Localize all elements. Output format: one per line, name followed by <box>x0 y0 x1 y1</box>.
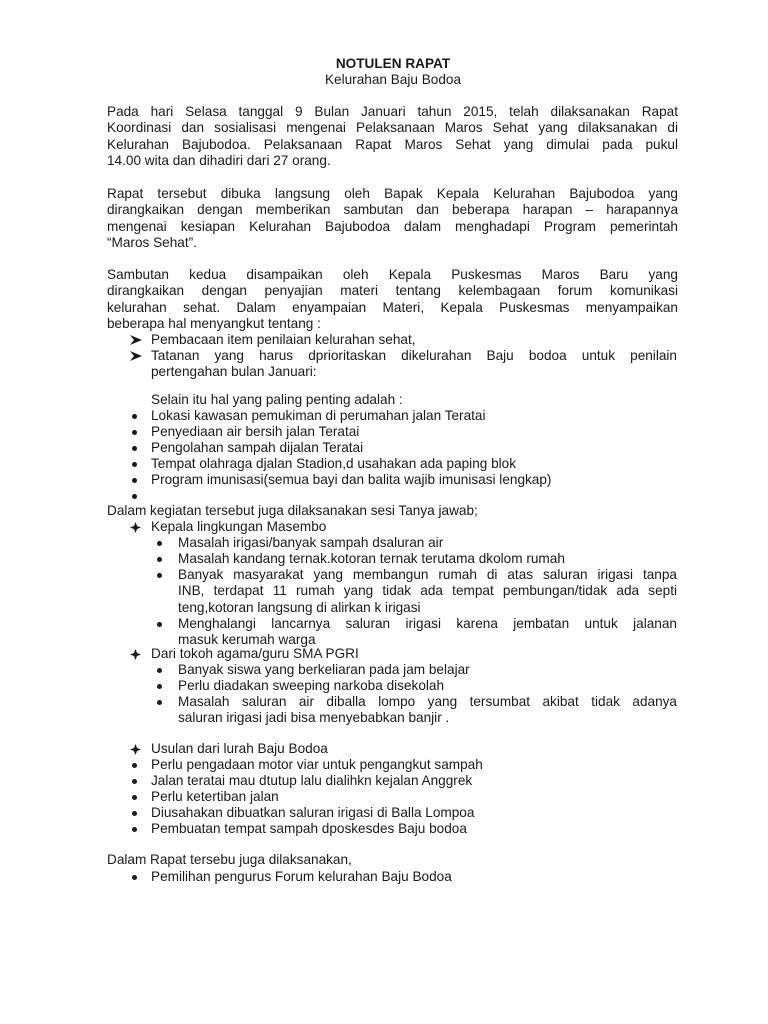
bullet-icon <box>132 875 137 880</box>
qa-intro: Dalam kegiatan tersebut juga dilaksanakan sesi Tanya jawab; <box>107 503 478 518</box>
bullet-icon <box>132 811 137 816</box>
bullet-icon <box>157 557 162 562</box>
closing-intro: Dalam Rapat tersebu juga dilaksanakan, <box>107 852 352 867</box>
bullet-icon <box>132 462 137 467</box>
bullet-icon <box>157 622 162 627</box>
bullet-icon <box>157 684 162 689</box>
bullet-icon <box>157 573 162 578</box>
doc-subtitle: Kelurahan Baju Bodoa <box>324 72 462 87</box>
bullet-icon <box>132 795 137 800</box>
bullet-icon <box>132 827 137 832</box>
bullet-icon <box>157 541 162 546</box>
bullet-icon <box>132 414 137 419</box>
arrowhead-bullet-icon <box>130 335 142 345</box>
diamond-bullet-icon <box>130 522 141 533</box>
bullet-icon <box>132 446 137 451</box>
bullet-icon <box>132 494 137 499</box>
subheading-selain: Selain itu hal yang paling penting adalah : <box>151 392 403 407</box>
bullet-icon <box>132 763 137 768</box>
bullet-icon <box>132 478 137 483</box>
bullet-icon <box>157 700 162 705</box>
paragraph-opening: Pada hari Selasa tanggal 9 Bulan Januari tahun 2015, telah dilaksanakan Rapat Koordinasi dan sosialisasi mengenai Pelaksanaan Maros Sehat yang dilaksanakan di Kelurahan Bajubodoa. Pelaksanaan Rapat Maros Sehat yang dimulai pada pukul 14.00 wita dan dihadiri dari 27 orang. <box>107 104 678 169</box>
paragraph-opening-speech: Rapat tersebut dibuka langsung oleh Bapak Kepala Kelurahan Bajubodoa yang dirangkaikan dengan memberikan sambutan dan beberapa harapan – harapannya mengenai kesiapan Kelurahan Bajubodoa dalam menghadapi Program pemerintah “Maros Sehat”. <box>107 186 678 251</box>
diamond-bullet-icon <box>130 649 141 660</box>
bullet-icon <box>157 668 162 673</box>
document-page: NOTULEN RAPAT Kelurahan Baju Bodoa Pada hari Selasa tanggal 9 Bulan Januari tahun 2015, telah dilaksanakan Rapat Koordinasi dan sosialisasi mengenai Pelaksanaan Maros Sehat yang dilaksanakan di Kelurahan Bajubodoa. Pelaksanaan Rapat Maros Sehat yang dimulai pada pukul 14.00 wita dan dihadiri dari 27 orang. Rapat tersebut dibuka langsung oleh Bapak Kepala Kelurahan Bajubodoa yang dirangkaikan dengan memberikan sambutan dan beberapa harapan – harapannya mengenai kesiapan Kelurahan Bajubodoa dalam menghadapi Program pemerintah “Maros Sehat”. Sambutan kedua disampaikan oleh Kepala Puskesmas Maros Baru yang dirangkaikan dengan penyajian materi tentang kelembagaan forum komunikasi kelurahan sehat. Dalam enyampaian Materi, Kepala Puskesmas menyampaikan beberapa hal menyangkut tentang : Pembacaan item penilaian kelurahan sehat, Tatanan yang harus dprioritaskan dikelurahan Baju bodoa untuk penilain pertengahan bulan Januari: Selain itu hal yang paling penting adalah : Lokasi kawasan pemukiman di perumahan jalan Teratai Penyediaan air bersih jalan Teratai Pengolahan sampah dijalan Teratai Tempat olahraga djalan Stadion,d usahakan ada paping blok Program imunisasi(semua bayi dan balita wajib imunisasi lengkap) Dalam kegiatan tersebut juga dilaksanakan sesi Tanya jawab; Kepala lingkungan Masembo Masalah irigasi/banyak sampah dsaluran air Masalah kandang ternak.kotoran ternak terutama dkolom rumah Banyak masyarakat yang membangun rumah di atas saluran irigasi tanpa INB, terdapat 11 rumah yang tidak ada tempat pembungan/tidak ada septi teng,kotoran langsung di alirkan k irigasi Menghalangi lancarnya saluran irigasi karena jembatan untuk jalanan masuk kerumah warga Dari tokoh agama/guru SMA PGRI Banyak siswa yang berkeliaran pada jam belajar Perlu diadakan sweeping narkoba disekolah Masalah saluran air diballa lompo yang tersumbat akibat tidak adanya saluran irigasi jadi bisa menyebabkan banjir . Usulan dari lurah Baju Bodoa Perlu pengadaan motor viar untuk pengangkut sampah Jalan teratai mau dtutup lalu dialihkn kejalan Anggrek Perlu ketertiban jalan Diusahakan dibuatkan saluran irigasi di Balla Lompoa Pembuatan tempat sampah dposkesdes Baju bodoa Dalam Rapat tersebu juga dilaksanakan, Pemilihan pengurus Forum kelurahan Baju Bodoa <box>0 0 768 1024</box>
arrowhead-bullet-icon <box>130 351 142 361</box>
doc-title: NOTULEN RAPAT <box>335 56 451 71</box>
diamond-bullet-icon <box>130 744 141 755</box>
paragraph-second-speech: Sambutan kedua disampaikan oleh Kepala Puskesmas Maros Baru yang dirangkaikan dengan penyajian materi tentang kelembagaan forum komunikasi kelurahan sehat. Dalam enyampaian Materi, Kepala Puskesmas menyampaikan beberapa hal menyangkut tentang : <box>107 267 678 332</box>
bullet-icon <box>132 779 137 784</box>
bullet-icon <box>132 430 137 435</box>
